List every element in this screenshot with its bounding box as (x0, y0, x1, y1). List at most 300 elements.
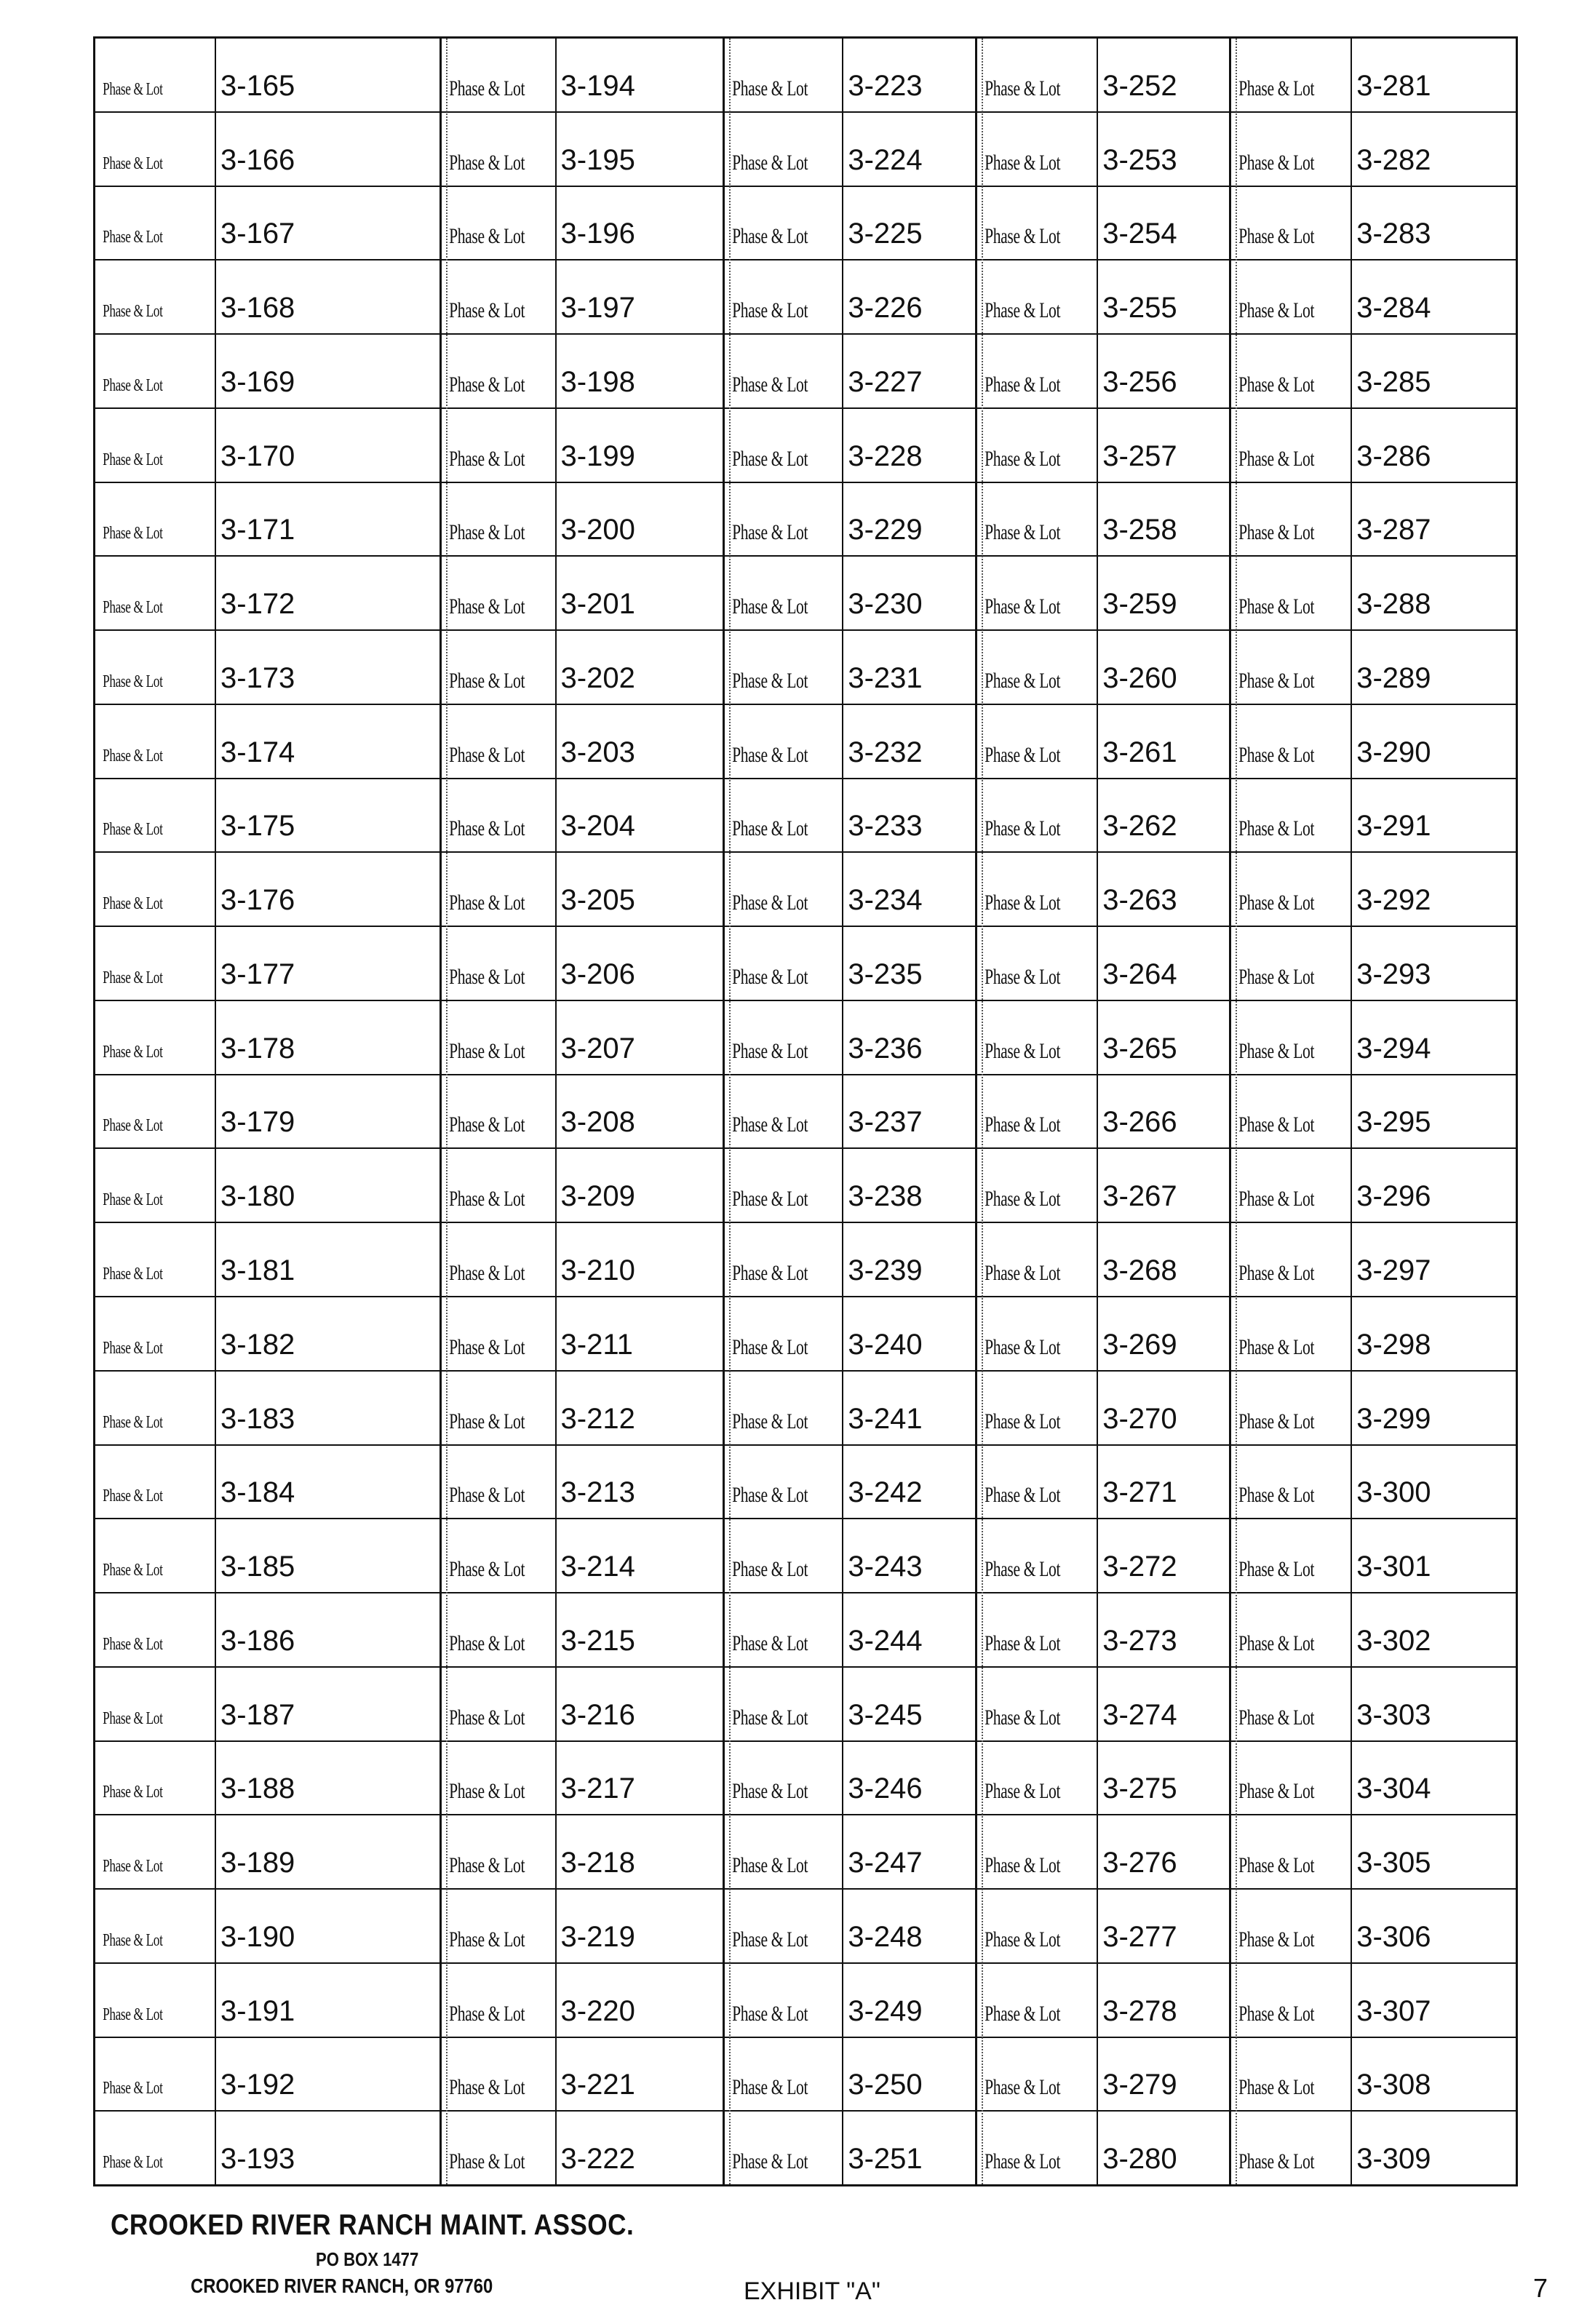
lot-row (725, 1519, 975, 1593)
phase-lot-label: Phase & Lot (1238, 2075, 1315, 2100)
lot-number: 3-198 (555, 335, 635, 407)
lot-number: 3-181 (215, 1223, 295, 1296)
lot-number: 3-217 (555, 1742, 635, 1815)
lot-number: 3-209 (555, 1149, 635, 1222)
lot-number: 3-183 (215, 1372, 295, 1444)
lot-row (977, 1223, 1229, 1297)
phase-lot-label: Phase & Lot (985, 1409, 1061, 1433)
lot-row (95, 1668, 439, 1742)
lot-number: 3-220 (555, 1964, 635, 2037)
phase-lot-label: Phase & Lot (103, 1338, 163, 1358)
lot-number: 3-284 (1351, 260, 1431, 333)
lot-number: 3-194 (555, 39, 635, 111)
lot-number: 3-216 (555, 1668, 635, 1740)
phase-lot-label: Phase & Lot (732, 1038, 808, 1063)
lot-row (1231, 335, 1516, 409)
phase-lot-label: Phase & Lot (732, 1261, 808, 1286)
lot-row (95, 1519, 439, 1593)
phase-lot-label: Phase & Lot (1238, 1409, 1315, 1433)
lot-row (725, 2112, 975, 2184)
lot-row (95, 1297, 439, 1372)
phase-lot-label: Phase & Lot (1238, 891, 1315, 915)
lot-row (977, 1742, 1229, 1816)
lot-number: 3-271 (1097, 1446, 1177, 1519)
lot-number: 3-234 (842, 853, 922, 926)
phase-lot-label: Phase & Lot (732, 1334, 808, 1359)
lot-number: 3-290 (1351, 705, 1431, 778)
lot-row (442, 853, 723, 927)
lot-row (442, 1446, 723, 1520)
lot-number: 3-274 (1097, 1668, 1177, 1740)
lot-number: 3-289 (1351, 631, 1431, 704)
lot-number: 3-250 (842, 2038, 922, 2111)
lot-row (1231, 1149, 1516, 1223)
lot-row (442, 1890, 723, 1964)
phase-lot-label: Phase & Lot (103, 672, 163, 691)
lot-number: 3-229 (842, 483, 922, 556)
lot-row (95, 260, 439, 335)
city-state-zip: CROOKED RIVER RANCH, OR 97760 (191, 2275, 493, 2297)
lot-number: 3-259 (1097, 557, 1177, 629)
phase-lot-label: Phase & Lot (1238, 1334, 1315, 1359)
lot-row (977, 1075, 1229, 1150)
phase-lot-label: Phase & Lot (1238, 76, 1315, 100)
lot-row (977, 1372, 1229, 1446)
lot-number: 3-296 (1351, 1149, 1431, 1222)
lot-row (95, 1149, 439, 1223)
lot-row (442, 2038, 723, 2112)
lot-number: 3-166 (215, 113, 295, 186)
phase-lot-label: Phase & Lot (985, 446, 1061, 471)
lot-number: 3-182 (215, 1297, 295, 1370)
lot-row (1231, 1742, 1516, 1816)
lot-number: 3-237 (842, 1075, 922, 1148)
phase-lot-label: Phase & Lot (985, 964, 1061, 989)
lot-row (1231, 1075, 1516, 1150)
phase-lot-label: Phase & Lot (448, 76, 525, 100)
lot-row (442, 113, 723, 187)
lot-row (95, 1815, 439, 1890)
phase-lot-label: Phase & Lot (448, 1334, 525, 1359)
lot-row (977, 1297, 1229, 1372)
phase-lot-label: Phase & Lot (1238, 298, 1315, 323)
lot-row (977, 187, 1229, 261)
lot-number: 3-193 (215, 2112, 295, 2184)
lot-row (442, 1223, 723, 1297)
phase-lot-label: Phase & Lot (1238, 964, 1315, 989)
phase-lot-label: Phase & Lot (1238, 1113, 1315, 1137)
phase-lot-label: Phase & Lot (985, 2149, 1061, 2174)
phase-lot-label: Phase & Lot (732, 520, 808, 545)
phase-lot-label: Phase & Lot (732, 816, 808, 841)
phase-lot-label: Phase & Lot (985, 1927, 1061, 1951)
phase-lot-label: Phase & Lot (1238, 1705, 1315, 1730)
lot-row (442, 1964, 723, 2038)
lot-row (1231, 409, 1516, 483)
lot-row (977, 260, 1229, 335)
lot-row (95, 335, 439, 409)
lot-number: 3-180 (215, 1149, 295, 1222)
phase-lot-label: Phase & Lot (103, 746, 163, 765)
phase-lot-label: Phase & Lot (1238, 2001, 1315, 2026)
lot-number: 3-253 (1097, 113, 1177, 186)
phase-lot-label: Phase & Lot (1238, 668, 1315, 693)
lot-number: 3-185 (215, 1519, 295, 1592)
phase-lot-label: Phase & Lot (448, 891, 525, 915)
lot-row (95, 1223, 439, 1297)
lot-table (93, 36, 1518, 2186)
lot-number: 3-200 (555, 483, 635, 556)
lot-number: 3-280 (1097, 2112, 1177, 2184)
lot-number: 3-204 (555, 779, 635, 852)
phase-lot-label: Phase & Lot (1238, 1557, 1315, 1582)
phase-lot-label: Phase & Lot (985, 372, 1061, 397)
phase-lot-label: Phase & Lot (732, 891, 808, 915)
phase-lot-label: Phase & Lot (1238, 520, 1315, 545)
phase-lot-label: Phase & Lot (1238, 446, 1315, 471)
phase-lot-label: Phase & Lot (448, 816, 525, 841)
lot-row (725, 1964, 975, 2038)
lot-number: 3-191 (215, 1964, 295, 2037)
lot-row (442, 409, 723, 483)
lot-row (442, 1149, 723, 1223)
lot-row (1231, 1593, 1516, 1668)
phase-lot-label: Phase & Lot (103, 154, 163, 173)
phase-lot-label: Phase & Lot (1238, 224, 1315, 249)
phase-lot-label: Phase & Lot (448, 1483, 525, 1508)
po-box: PO BOX 1477 (316, 2248, 419, 2270)
lot-number: 3-186 (215, 1593, 295, 1666)
lot-number: 3-306 (1351, 1890, 1431, 1962)
phase-lot-label: Phase & Lot (448, 1557, 525, 1582)
lot-number: 3-170 (215, 409, 295, 482)
phase-lot-label: Phase & Lot (985, 1261, 1061, 1286)
lot-row (1231, 1815, 1516, 1890)
lot-number: 3-279 (1097, 2038, 1177, 2111)
lot-row (1231, 779, 1516, 853)
lot-row (977, 2038, 1229, 2112)
phase-lot-label: Phase & Lot (448, 1631, 525, 1655)
lot-row (977, 1001, 1229, 1075)
lot-number: 3-231 (842, 631, 922, 704)
lot-row (977, 39, 1229, 113)
lot-number: 3-206 (555, 927, 635, 1000)
lot-row (442, 557, 723, 631)
phase-lot-label: Phase & Lot (1238, 816, 1315, 841)
lot-row (725, 1149, 975, 1223)
phase-lot-label: Phase & Lot (985, 1334, 1061, 1359)
lot-number: 3-244 (842, 1593, 922, 1666)
phase-lot-label: Phase & Lot (1238, 1261, 1315, 1286)
lot-number: 3-235 (842, 927, 922, 1000)
lot-row (977, 1964, 1229, 2038)
phase-lot-label: Phase & Lot (448, 1038, 525, 1063)
phase-lot-label: Phase & Lot (985, 2001, 1061, 2026)
lot-row (977, 1815, 1229, 1890)
lot-row (1231, 1372, 1516, 1446)
lot-row (95, 483, 439, 557)
phase-lot-label: Phase & Lot (732, 2075, 808, 2100)
lot-row (95, 853, 439, 927)
lot-number: 3-247 (842, 1815, 922, 1888)
lot-number: 3-265 (1097, 1001, 1177, 1074)
lot-number: 3-256 (1097, 335, 1177, 407)
phase-lot-label: Phase & Lot (1238, 1187, 1315, 1211)
lot-number: 3-224 (842, 113, 922, 186)
phase-lot-label: Phase & Lot (732, 1557, 808, 1582)
lot-number: 3-184 (215, 1446, 295, 1519)
phase-lot-label: Phase & Lot (448, 1409, 525, 1433)
lot-number: 3-249 (842, 1964, 922, 2037)
lot-row (977, 483, 1229, 557)
lot-number: 3-302 (1351, 1593, 1431, 1666)
lot-row (1231, 1964, 1516, 2038)
phase-lot-label: Phase & Lot (103, 598, 163, 618)
lot-number: 3-169 (215, 335, 295, 407)
lot-number: 3-179 (215, 1075, 295, 1148)
phase-lot-label: Phase & Lot (732, 2001, 808, 2026)
lot-number: 3-245 (842, 1668, 922, 1740)
phase-lot-label: Phase & Lot (1238, 1631, 1315, 1655)
lot-row (725, 1223, 975, 1297)
lot-row (1231, 631, 1516, 705)
phase-lot-label: Phase & Lot (103, 1116, 163, 1136)
lot-number: 3-298 (1351, 1297, 1431, 1370)
lot-number: 3-201 (555, 557, 635, 629)
lot-number: 3-307 (1351, 1964, 1431, 2037)
phase-lot-label: Phase & Lot (448, 594, 525, 619)
lot-row (442, 1297, 723, 1372)
lot-row (442, 1593, 723, 1668)
lot-number: 3-212 (555, 1372, 635, 1444)
phase-lot-label: Phase & Lot (985, 298, 1061, 323)
lot-number: 3-236 (842, 1001, 922, 1074)
lot-row (1231, 705, 1516, 779)
phase-lot-label: Phase & Lot (1238, 372, 1315, 397)
phase-lot-label: Phase & Lot (1238, 1038, 1315, 1063)
lot-row (725, 1668, 975, 1742)
lot-number: 3-261 (1097, 705, 1177, 778)
lot-row (725, 335, 975, 409)
lot-number: 3-304 (1351, 1742, 1431, 1815)
phase-lot-label: Phase & Lot (103, 79, 163, 99)
lot-number: 3-303 (1351, 1668, 1431, 1740)
phase-lot-label: Phase & Lot (985, 742, 1061, 767)
phase-lot-label: Phase & Lot (985, 2075, 1061, 2100)
lot-number: 3-285 (1351, 335, 1431, 407)
lot-row (725, 631, 975, 705)
lot-row (442, 1668, 723, 1742)
lot-number: 3-262 (1097, 779, 1177, 852)
lot-number: 3-308 (1351, 2038, 1431, 2111)
lot-row (1231, 557, 1516, 631)
phase-lot-label: Phase & Lot (985, 1705, 1061, 1730)
lot-number: 3-246 (842, 1742, 922, 1815)
phase-lot-label: Phase & Lot (732, 1779, 808, 1804)
lot-row (95, 409, 439, 483)
lot-number: 3-222 (555, 2112, 635, 2184)
phase-lot-label: Phase & Lot (732, 1483, 808, 1508)
phase-lot-label: Phase & Lot (103, 450, 163, 469)
lot-row (442, 483, 723, 557)
phase-lot-label: Phase & Lot (103, 1708, 163, 1728)
lot-row (442, 1815, 723, 1890)
exhibit-label: EXHIBIT "A" (744, 2277, 880, 2305)
lot-number: 3-210 (555, 1223, 635, 1296)
phase-lot-label: Phase & Lot (103, 228, 163, 247)
phase-lot-label: Phase & Lot (732, 372, 808, 397)
phase-lot-label: Phase & Lot (732, 1631, 808, 1655)
lot-number: 3-258 (1097, 483, 1177, 556)
phase-lot-label: Phase & Lot (732, 742, 808, 767)
lot-row (442, 1372, 723, 1446)
lot-row (442, 631, 723, 705)
lot-row (725, 779, 975, 853)
lot-number: 3-243 (842, 1519, 922, 1592)
phase-lot-label: Phase & Lot (448, 150, 525, 175)
phase-lot-label: Phase & Lot (985, 224, 1061, 249)
lot-row (725, 853, 975, 927)
lot-column (439, 39, 723, 2184)
lot-row (977, 1519, 1229, 1593)
lot-row (1231, 260, 1516, 335)
phase-lot-label: Phase & Lot (448, 1187, 525, 1211)
phase-lot-label: Phase & Lot (985, 668, 1061, 693)
lot-row (725, 113, 975, 187)
lot-number: 3-195 (555, 113, 635, 186)
lot-number: 3-192 (215, 2038, 295, 2111)
phase-lot-label: Phase & Lot (732, 150, 808, 175)
lot-row (95, 705, 439, 779)
lot-row (725, 927, 975, 1001)
lot-row (95, 631, 439, 705)
lot-row (1231, 1297, 1516, 1372)
lot-column (723, 39, 975, 2184)
lot-number: 3-230 (842, 557, 922, 629)
phase-lot-label: Phase & Lot (448, 1927, 525, 1951)
lot-number: 3-232 (842, 705, 922, 778)
lot-row (442, 2112, 723, 2184)
lot-number: 3-255 (1097, 260, 1177, 333)
lot-number: 3-239 (842, 1223, 922, 1296)
lot-number: 3-215 (555, 1593, 635, 1666)
lot-row (95, 1593, 439, 1668)
lot-number: 3-257 (1097, 409, 1177, 482)
lot-row (977, 1668, 1229, 1742)
phase-lot-label: Phase & Lot (103, 2153, 163, 2173)
phase-lot-label: Phase & Lot (732, 1113, 808, 1137)
lot-row (977, 335, 1229, 409)
lot-number: 3-208 (555, 1075, 635, 1148)
lot-row (977, 557, 1229, 631)
lot-row (95, 39, 439, 113)
phase-lot-label: Phase & Lot (448, 2001, 525, 2026)
lot-row (95, 779, 439, 853)
lot-number: 3-286 (1351, 409, 1431, 482)
lot-number: 3-189 (215, 1815, 295, 1888)
phase-lot-label: Phase & Lot (1238, 2149, 1315, 2174)
lot-number: 3-211 (555, 1297, 633, 1370)
phase-lot-label: Phase & Lot (985, 1483, 1061, 1508)
lot-row (95, 113, 439, 187)
phase-lot-label: Phase & Lot (985, 1853, 1061, 1878)
lot-row (442, 1001, 723, 1075)
phase-lot-label: Phase & Lot (1238, 1779, 1315, 1804)
lot-row (95, 1742, 439, 1816)
phase-lot-label: Phase & Lot (103, 302, 163, 322)
phase-lot-label: Phase & Lot (103, 1783, 163, 1802)
lot-row (725, 1742, 975, 1816)
lot-number: 3-248 (842, 1890, 922, 1962)
lot-number: 3-190 (215, 1890, 295, 1962)
lot-number: 3-260 (1097, 631, 1177, 704)
phase-lot-label: Phase & Lot (448, 1113, 525, 1137)
lot-row (725, 557, 975, 631)
phase-lot-label: Phase & Lot (732, 594, 808, 619)
phase-lot-label: Phase & Lot (103, 1265, 163, 1284)
phase-lot-label: Phase & Lot (103, 1487, 163, 1506)
lot-number: 3-277 (1097, 1890, 1177, 1962)
phase-lot-label: Phase & Lot (1238, 594, 1315, 619)
lot-number: 3-264 (1097, 927, 1177, 1000)
lot-row (977, 631, 1229, 705)
lot-number: 3-292 (1351, 853, 1431, 926)
phase-lot-label: Phase & Lot (448, 742, 525, 767)
lot-number: 3-252 (1097, 39, 1177, 111)
lot-number: 3-276 (1097, 1815, 1177, 1888)
lot-row (95, 1001, 439, 1075)
lot-number: 3-309 (1351, 2112, 1431, 2184)
lot-number: 3-278 (1097, 1964, 1177, 2037)
lot-number: 3-199 (555, 409, 635, 482)
lot-row (725, 1075, 975, 1150)
phase-lot-label: Phase & Lot (103, 1042, 163, 1062)
phase-lot-label: Phase & Lot (732, 224, 808, 249)
phase-lot-label: Phase & Lot (103, 1561, 163, 1580)
phase-lot-label: Phase & Lot (103, 968, 163, 987)
lot-row (725, 1593, 975, 1668)
phase-lot-label: Phase & Lot (448, 298, 525, 323)
lot-number: 3-171 (215, 483, 295, 556)
phase-lot-label: Phase & Lot (985, 76, 1061, 100)
lot-number: 3-219 (555, 1890, 635, 1962)
lot-row (442, 39, 723, 113)
lot-number: 3-300 (1351, 1446, 1431, 1519)
lot-row (1231, 1223, 1516, 1297)
phase-lot-label: Phase & Lot (732, 2149, 808, 2174)
phase-lot-label: Phase & Lot (448, 1705, 525, 1730)
phase-lot-label: Phase & Lot (732, 446, 808, 471)
lot-number: 3-293 (1351, 927, 1431, 1000)
lot-row (95, 2038, 439, 2112)
lot-number: 3-273 (1097, 1593, 1177, 1666)
lot-number: 3-283 (1351, 187, 1431, 260)
phase-lot-label: Phase & Lot (448, 446, 525, 471)
phase-lot-label: Phase & Lot (985, 1187, 1061, 1211)
lot-row (725, 39, 975, 113)
lot-row (725, 483, 975, 557)
lot-row (977, 1149, 1229, 1223)
lot-row (725, 409, 975, 483)
phase-lot-label: Phase & Lot (1238, 1853, 1315, 1878)
lot-row (95, 1075, 439, 1150)
phase-lot-label: Phase & Lot (1238, 742, 1315, 767)
lot-number: 3-238 (842, 1149, 922, 1222)
lot-row (1231, 1001, 1516, 1075)
lot-number: 3-202 (555, 631, 635, 704)
lot-number: 3-266 (1097, 1075, 1177, 1148)
lot-number: 3-177 (215, 927, 295, 1000)
